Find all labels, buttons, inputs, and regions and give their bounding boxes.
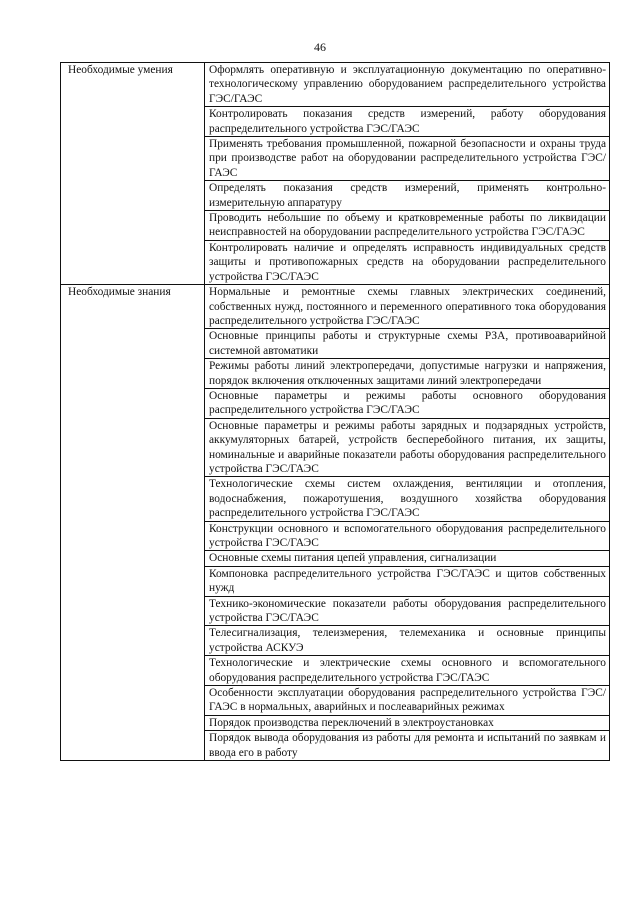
page-number: 46 [314, 40, 326, 54]
requirement-item: Технико-экономические показатели работы оборудования распределительного устройства ГЭС/ГАЭС [205, 596, 610, 626]
requirement-item: Основные схемы питания цепей управления, сигнализации [205, 551, 610, 566]
requirement-item: Основные параметры и режимы работы основного оборудования распределительного устройства ГЭС/ГАЭС [205, 388, 610, 418]
requirement-item: Проводить небольшие по объему и кратковременные работы по ликвидации неисправностей на оборудовании распределительного устройства ГЭС/ГАЭС [205, 211, 610, 241]
requirement-item: Порядок производства переключений в электроустановках [205, 715, 610, 730]
requirement-item: Основные принципы работы и структурные схемы РЗА, противоаварийной системной автоматики [205, 329, 610, 359]
table-body [61, 63, 610, 761]
requirement-item: Контролировать наличие и определять исправность индивидуальных средств защиты и противопожарных средств на оборудовании распределительного устройства ГЭС/ГАЭС [205, 240, 610, 284]
requirement-item: Контролировать показания средств измерений, работу оборудования распределительного устройства ГЭС/ГАЭС [205, 107, 610, 137]
requirement-item: Режимы работы линий электропередачи, допустимые нагрузки и напряжения, порядок включения отключенных защитами линий электропередачи [205, 359, 610, 389]
requirement-item: Порядок вывода оборудования из работы для ремонта и испытаний по заявкам и ввода его в работу [205, 731, 610, 761]
section-label: Необходимые знания [61, 285, 205, 761]
requirement-item: Телесигнализация, телеизмерения, телемеханика и основные принципы устройства АСКУЭ [205, 626, 610, 656]
table-row [61, 285, 610, 329]
requirement-item: Конструкции основного и вспомогательного оборудования распределительного устройства ГЭС/ГАЭС [205, 521, 610, 551]
requirement-item: Определять показания средств измерений, применять контрольно-измерительную аппаратуру [205, 181, 610, 211]
requirement-item: Особенности эксплуатации оборудования распределительного устройства ГЭС/ГАЭС в нормальных, аварийных и послеаварийных режимах [205, 686, 610, 716]
requirement-item: Компоновка распределительного устройства ГЭС/ГАЭС и щитов собственных нужд [205, 566, 610, 596]
requirement-item: Оформлять оперативную и эксплуатационную документацию по оперативно-технологическому управлению оборудованием распределительного устройства ГЭС/ГАЭС [205, 63, 610, 107]
requirement-item: Применять требования промышленной, пожарной безопасности и охраны труда при производстве работ на оборудовании распределительного устройства ГЭС/ГАЭС [205, 137, 610, 181]
requirement-item: Основные параметры и режимы работы зарядных и подзарядных устройств, аккумуляторных батарей, устройств бесперебойного питания, их защиты, номинальные и аварийные показатели работы оборудования распределительного устройства ГЭС/ГАЭС [205, 418, 610, 477]
requirement-item: Нормальные и ремонтные схемы главных электрических соединений, собственных нужд, постоянного и переменного оперативного тока оборудования распределительного устройства ГЭС/ГАЭС [205, 285, 610, 329]
section-label: Необходимые умения [61, 63, 205, 285]
table-row [61, 63, 610, 107]
requirement-item: Технологические схемы систем охлаждения, вентиляции и отопления, водоснабжения, пожаротушения, воздушного хозяйства оборудования распределительного устройства ГЭС/ГАЭС [205, 477, 610, 521]
requirements-table [60, 62, 610, 761]
requirement-item: Технологические и электрические схемы основного и вспомогательного оборудования распределительного устройства ГЭС/ГАЭС [205, 656, 610, 686]
